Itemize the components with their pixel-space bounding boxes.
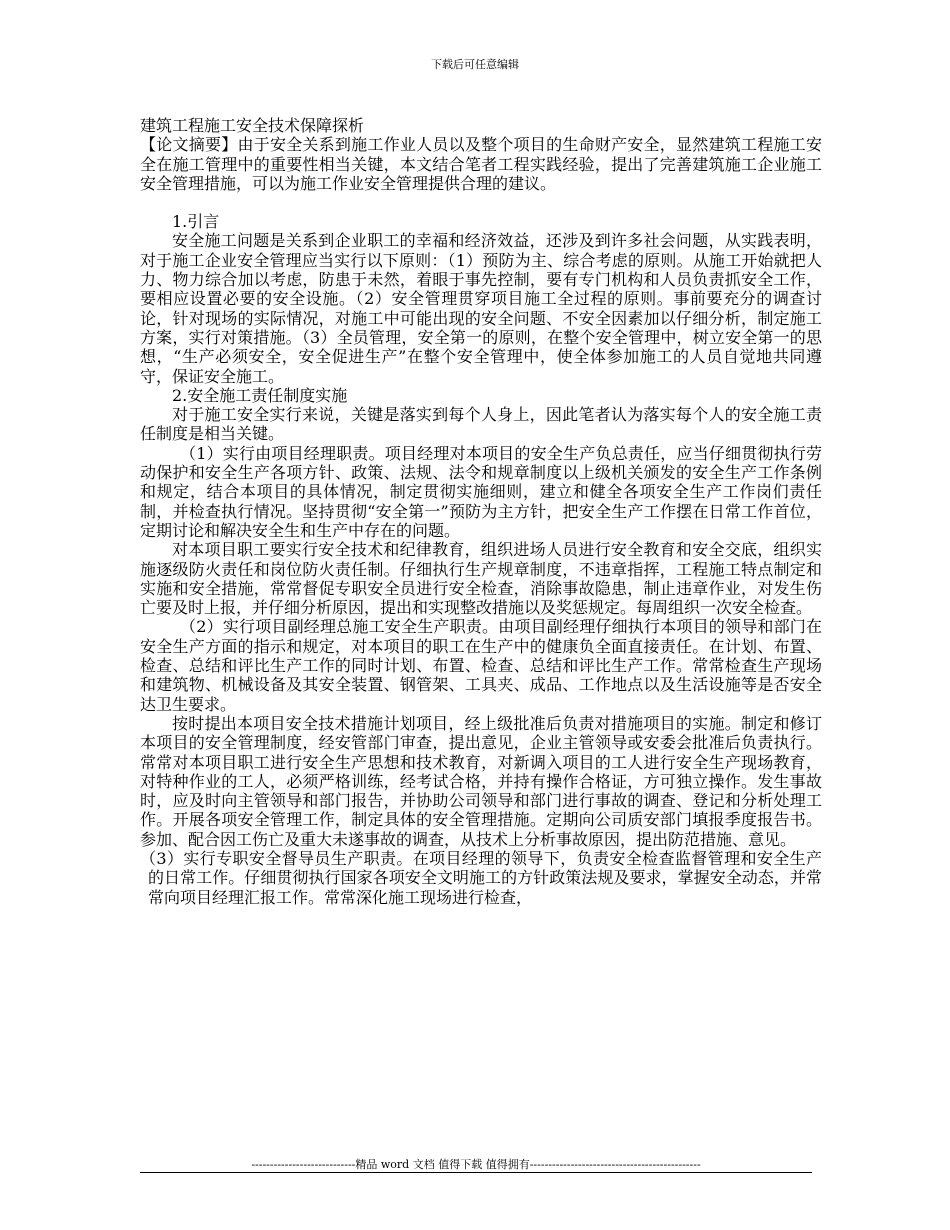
spacer [140,193,822,212]
document-body [140,116,822,907]
page-footer: ----------------------------精品 word 文档 值得下载 值得拥有---------------------------------------------- [251,1158,701,1171]
section-heading-responsibility: 2.安全施工责任制度实施 [172,385,348,405]
section-heading-introduction: 1.引言 [172,212,220,232]
footer-divider [140,1172,812,1173]
document-title: 建筑工程施工安全技术保障探析 [140,116,365,135]
paragraph: （1）实行由项目经理职责。项目经理对本项目的安全生产负总责任，应当仔细贯彻执行劳动保护和安全生产各项方针、政策、法规、法令和规章制度以上级机关颁发的安全生产工作条例和规定，结合本项目的具体情况，制定贯彻实施细则，建立和健全各项安全生产工作岗们责任制，并检查执行情况。坚持贯彻“安全第一”预防为主方针，把安全生产工作摆在日常工作首位，定期讨论和解决安全生和生产中存在的问题。 [140,443,822,540]
paragraph: 对于施工安全实行来说，关键是落实到每个人身上，因此笔者认为落实每个人的安全施工责任制度是相当关键。 [140,405,822,444]
paragraph: 对本项目职工要实行安全技术和纪律教育，组织进场人员进行安全教育和安全交底，组织实施逐级防火责任和岗位防火责任制。仔细执行生产规章制度，不违章指挥，工程施工特点制定和实施和安全措施，常常督促专职安全员进行安全检查，消除事故隐患，制止违章作业，对发生伤亡要及时上报，并仔细分析原因，提出和实现整改措施以及奖惩规定。每周组织一次安全检查。 [140,540,822,618]
paragraph: （3）实行专职安全督导员生产职责。在项目经理的领导下，负责安全检查监督管理和安全生产的日常工作。仔细贯彻执行国家各项安全文明施工的方针政策法规及要求，掌握安全动态，并常常向项目经理汇报工作。常常深化施工现场进行检查， [140,848,822,907]
paragraph: 安全施工问题是关系到企业职工的幸福和经济效益，还涉及到许多社会问题，从实践表明，对于施工企业安全管理应当实行以下原则：（1）预防为主、综合考虑的原则。从施工开始就把人力、物力综合加以考虑，防患于未然，着眼于事先控制，要有专门机构和人员负责抓安全工作，要相应设置必要的安全设施。（2）安全管理贯穿项目施工全过程的原则。事前要充分的调查讨论，针对现场的实际情况，对施工中可能出现的安全问题、不安全因素加以仔细分析，制定施工方案，实行对策措施。（3）全员管理，安全第一的原则，在整个安全管理中，树立安全第一的思想，“生产必须安全，安全促进生产”在整个安全管理中，使全体参加施工的人员自觉地共同遵守，保证安全施工。 [140,231,822,386]
abstract-paragraph: 【论文摘要】由于安全关系到施工作业人员以及整个项目的生命财产安全，显然建筑工程施工安全在施工管理中的重要性相当关键，本文结合笔者工程实践经验，提出了完善建筑施工企业施工安全管理措施，可以为施工作业安全管理提供合理的建议。 [140,135,822,193]
paragraph: （2）实行项目副经理总施工安全生产职责。由项目副经理仔细执行本项目的领导和部门在安全生产方面的指示和规定，对本项目的职工在生产中的健康负全面直接责任。在计划、布置、检查、总结和评比生产工作的同时计划、布置、检查、总结和评比生产工作。常常检查生产现场和建筑物、机械设备及其安全装置、钢管架、工具夹、成品、工作地点以及生活设施等是否安全达卫生要求。 [140,617,822,714]
paragraph: 按时提出本项目安全技术措施计划项目，经上级批准后负责对措施项目的实施。制定和修订本项目的安全管理制度，经安管部门审查，提出意见，企业主管领导或安委会批准后负责执行。常常对本项目职工进行安全生产思想和技术教育，对新调入项目的工人进行安全生产现场教育，对特种作业的工人，必须严格训练，经考试合格，并持有操作合格证，方可独立操作。发生事故时，应及时向主管领导和部门报告，并协助公司领导和部门进行事故的调查、登记和分析处理工作。开展各项安全管理工作，制定具体的安全管理措施。定期向公司质安部门填报季度报告书。参加、配合因工伤亡及重大未遂事故的调查，从技术上分析事故原因，提出防范措施、意见。 [140,713,822,849]
page-header: 下载后可任意编辑 [431,58,519,71]
